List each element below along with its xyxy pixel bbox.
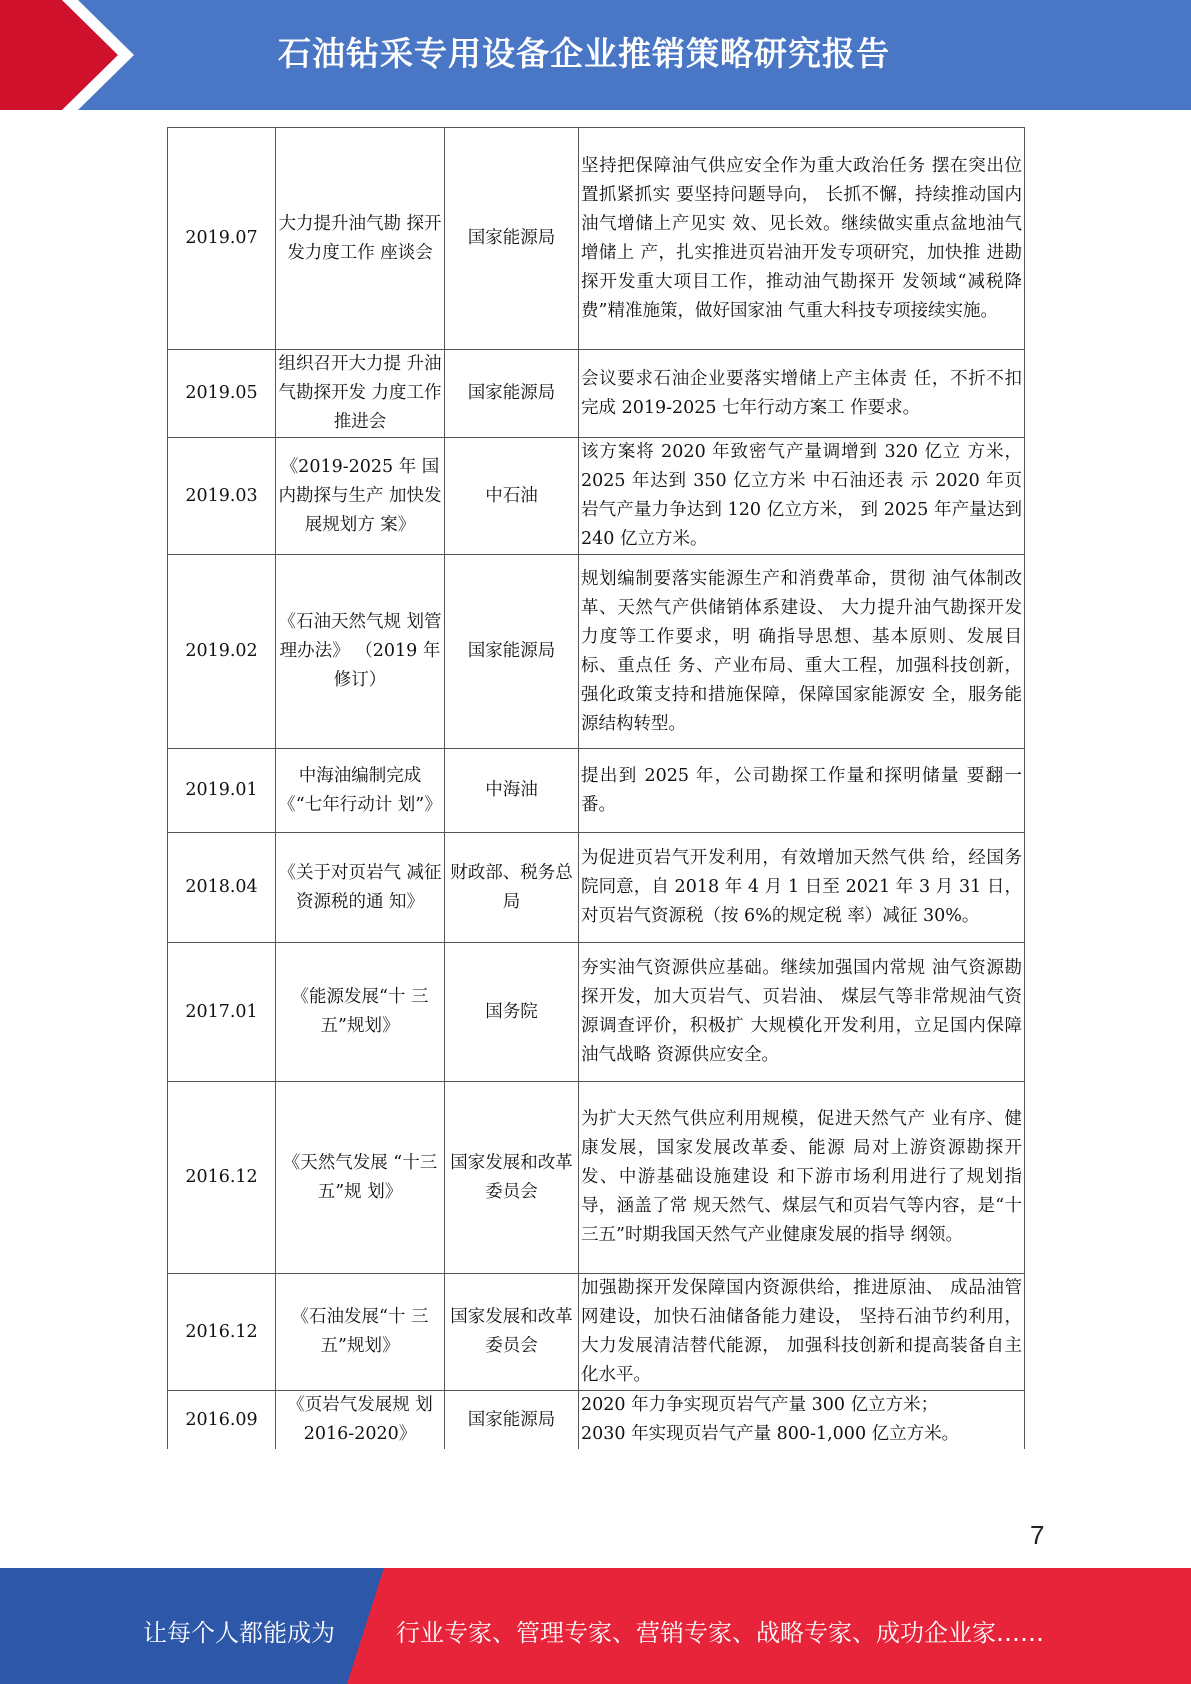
row-policy-name: 《石油天然气规 划管理办法》 （2019 年修订）	[276, 555, 445, 749]
row-date: 2018.04	[168, 833, 276, 943]
row-date: 2019.02	[168, 555, 276, 749]
table-row	[168, 1391, 1025, 1450]
row-department: 国家能源局	[445, 350, 579, 438]
table-row	[168, 943, 1025, 1082]
row-description: 会议要求石油企业要落实增储上产主体责 任，不折不扣完成 2019-2025 七年行动方案工 作要求。	[579, 350, 1025, 438]
row-date: 2019.05	[168, 350, 276, 438]
row-policy-name: 《页岩气发展规 划 2016-2020》	[276, 1391, 445, 1450]
footer-slogan-left: 让每个人都能成为	[143, 1619, 335, 1647]
report-title: 石油钻采专用设备企业推销策略研究报告	[278, 34, 890, 73]
row-department: 国家发展和改革委员会	[445, 1274, 579, 1391]
row-policy-name: 组织召开大力提 升油气勘探开发 力度工作推进会	[276, 350, 445, 438]
row-policy-name: 大力提升油气勘 探开发力度工作 座谈会	[276, 128, 445, 350]
row-department: 国务院	[445, 943, 579, 1082]
row-description: 加强勘探开发保障国内资源供给，推进原油、 成品油管网建设，加快石油储备能力建设， 坚持石油节约利用，大力发展清洁替代能源， 加强科技创新和提高装备自主化水平。	[579, 1274, 1025, 1391]
row-description: 规划编制要落实能源生产和消费革命，贯彻 油气体制改革、天然气产供储销体系建设、 大力提升油气勘探开发力度等工作要求，明 确指导思想、基本原则、发展目标、重点任 务、产业布局、重大工程，加强科技创新， 强化政策支持和措施保障，保障国家能源安 全，服务能源结构转型。	[579, 555, 1025, 749]
row-date: 2016.12	[168, 1082, 276, 1274]
row-policy-name: 《能源发展“十 三五”规划》	[276, 943, 445, 1082]
row-description: 坚持把保障油气供应安全作为重大政治任务 摆在突出位置抓紧抓实 要坚持问题导向， 长抓不懈，持续推动国内油气增储上产见实 效、见长效。继续做实重点盆地油气增储上 产，扎实推进页岩油开发专项研究，加快推 进勘探开发重大项目工作，推动油气勘探开 发领域“减税降费”精准施策，做好国家油 气重大科技专项接续实施。	[579, 128, 1025, 350]
table-row	[168, 833, 1025, 943]
row-description	[579, 1391, 1025, 1450]
footer-banner	[0, 1568, 1191, 1684]
row-description-line: 2020 年力争实现页岩气产量 300 亿立方米；	[581, 1395, 939, 1415]
row-date: 2019.03	[168, 438, 276, 555]
row-policy-name: 中海油编制完成 《“七年行动计 划”》	[276, 749, 445, 833]
page-number: 7	[1030, 1520, 1045, 1550]
row-department: 中石油	[445, 438, 579, 555]
table-row	[168, 1082, 1025, 1274]
row-date: 2019.07	[168, 128, 276, 350]
row-policy-name: 《2019-2025 年 国内勘探与生产 加快发展规划方 案》	[276, 438, 445, 555]
row-date: 2016.09	[168, 1391, 276, 1450]
row-department: 国家能源局	[445, 555, 579, 749]
header-banner	[0, 0, 1191, 110]
row-date: 2019.01	[168, 749, 276, 833]
row-department: 国家能源局	[445, 1391, 579, 1450]
row-description-line: 2030 年实现页岩气产量 800-1,000 亿立方米。	[581, 1424, 960, 1444]
table-row	[168, 128, 1025, 350]
row-description: 为扩大天然气供应利用规模，促进天然气产 业有序、健康发展，国家发展改革委、能源 局对上游资源勘探开发、中游基础设施建设 和下游市场利用进行了规划指导，涵盖了常 规天然气、煤层气和页岩气等内容，是“十 三五”时期我国天然气产业健康发展的指导 纲领。	[579, 1082, 1025, 1274]
row-policy-name: 《天然气发展 “十三五”规 划》	[276, 1082, 445, 1274]
row-date: 2016.12	[168, 1274, 276, 1391]
row-description: 提出到 2025 年，公司勘探工作量和探明储量 要翻一番。	[579, 749, 1025, 833]
policy-table	[167, 127, 1025, 1449]
row-policy-name: 《关于对页岩气 减征资源税的通 知》	[276, 833, 445, 943]
header-arrow-decoration	[0, 0, 150, 110]
row-policy-name: 《石油发展“十 三五”规划》	[276, 1274, 445, 1391]
row-description: 该方案将 2020 年致密气产量调增到 320 亿立 方米，2025 年达到 350 亿立方米 中石油还表 示 2020 年页岩气产量力争达到 120 亿立方米， 到 2025 年产量达到 240 亿立方米。	[579, 438, 1025, 555]
row-description: 为促进页岩气开发利用，有效增加天然气供 给，经国务院同意，自 2018 年 4 月 1 日至 2021 年 3 月 31 日，对页岩气资源税（按 6%的规定税 率）减征 30%。	[579, 833, 1025, 943]
row-department: 国家发展和改革委员会	[445, 1082, 579, 1274]
row-description: 夯实油气资源供应基础。继续加强国内常规 油气资源勘探开发，加大页岩气、页岩油、 煤层气等非常规油气资源调查评价，积极扩 大规模化开发利用，立足国内保障油气战略 资源供应安全。	[579, 943, 1025, 1082]
row-department: 财政部、税务总局	[445, 833, 579, 943]
table-row	[168, 555, 1025, 749]
row-department: 中海油	[445, 749, 579, 833]
row-department: 国家能源局	[445, 128, 579, 350]
table-row	[168, 350, 1025, 438]
footer-slogan-right: 行业专家、管理专家、营销专家、战略专家、成功企业家……	[396, 1619, 1044, 1647]
row-date: 2017.01	[168, 943, 276, 1082]
table-row	[168, 1274, 1025, 1391]
table-row	[168, 749, 1025, 833]
table-row	[168, 438, 1025, 555]
